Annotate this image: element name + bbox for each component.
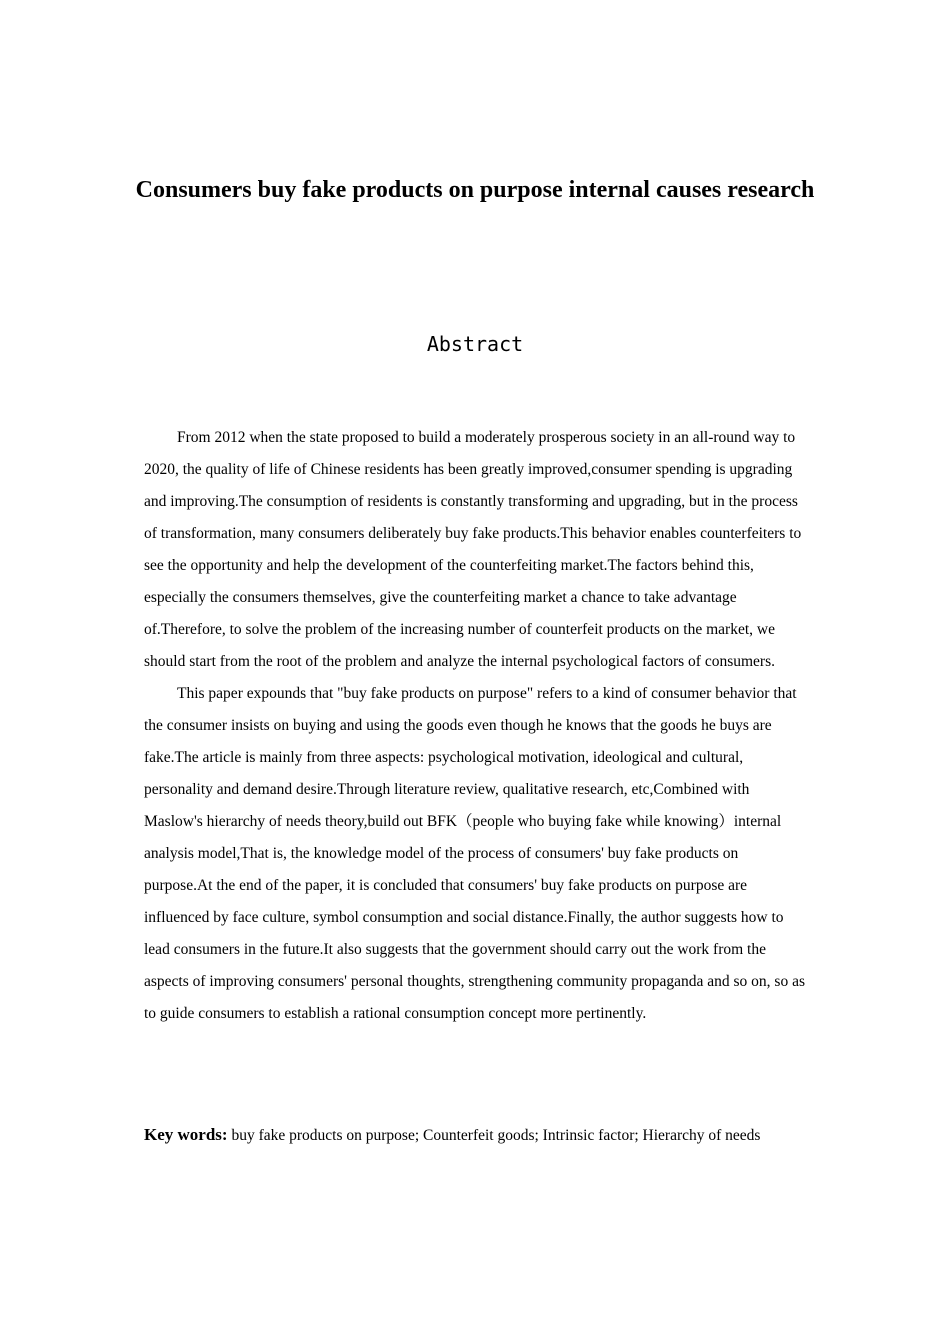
abstract-paragraph-2: This paper expounds that "buy fake products on purpose" refers to a kind of consumer behavior that the consumer insists on buying and using the goods even though he knows that the goods he buys are fake.The article is mainly from three aspects: psychological motivation, ideological and cultural, personality and demand desire.Through literature review, qualitative research, etc,Combined with Maslow's hierarchy of needs theory,build out BFK（people who buying fake while knowing）internal analysis model,That is, the knowledge model of the process of consumers' buy fake products on purpose.At the end of the paper, it is concluded that consumers' buy fake products on purpose are influenced by face culture, symbol consumption and social distance.Finally, the author suggests how to lead consumers in the future.It also suggests that the government should carry out the work from the aspects of improving consumers' personal thoughts, strengthening community propaganda and so on, so as to guide consumers to establish a rational consumption concept more pertinently.	[144, 685, 805, 1022]
abstract-body	[144, 422, 810, 1030]
keywords-text: buy fake products on purpose; Counterfeit goods; Intrinsic factor; Hierarchy of needs	[227, 1127, 761, 1144]
keywords-line	[144, 1119, 844, 1152]
paper-title: Consumers buy fake products on purpose internal causes research	[135, 177, 815, 203]
keywords-label: Key words:	[144, 1125, 228, 1144]
abstract-heading: Abstract	[426, 332, 524, 356]
abstract-paragraph-1: From 2012 when the state proposed to build a moderately prosperous society in an all-round way to 2020, the quality of life of Chinese residents has been greatly improved,consumer spending is upgrading and improving.The consumption of residents is constantly transforming and upgrading, but in the process of transformation, many consumers deliberately buy fake products.This behavior enables counterfeiters to see the opportunity and help the development of the counterfeiting market.The factors behind this, especially the consumers themselves, give the counterfeiting market a chance to take advantage of.Therefore, to solve the problem of the increasing number of counterfeit products on the market, we should start from the root of the problem and analyze the internal psychological factors of consumers.	[144, 429, 802, 670]
